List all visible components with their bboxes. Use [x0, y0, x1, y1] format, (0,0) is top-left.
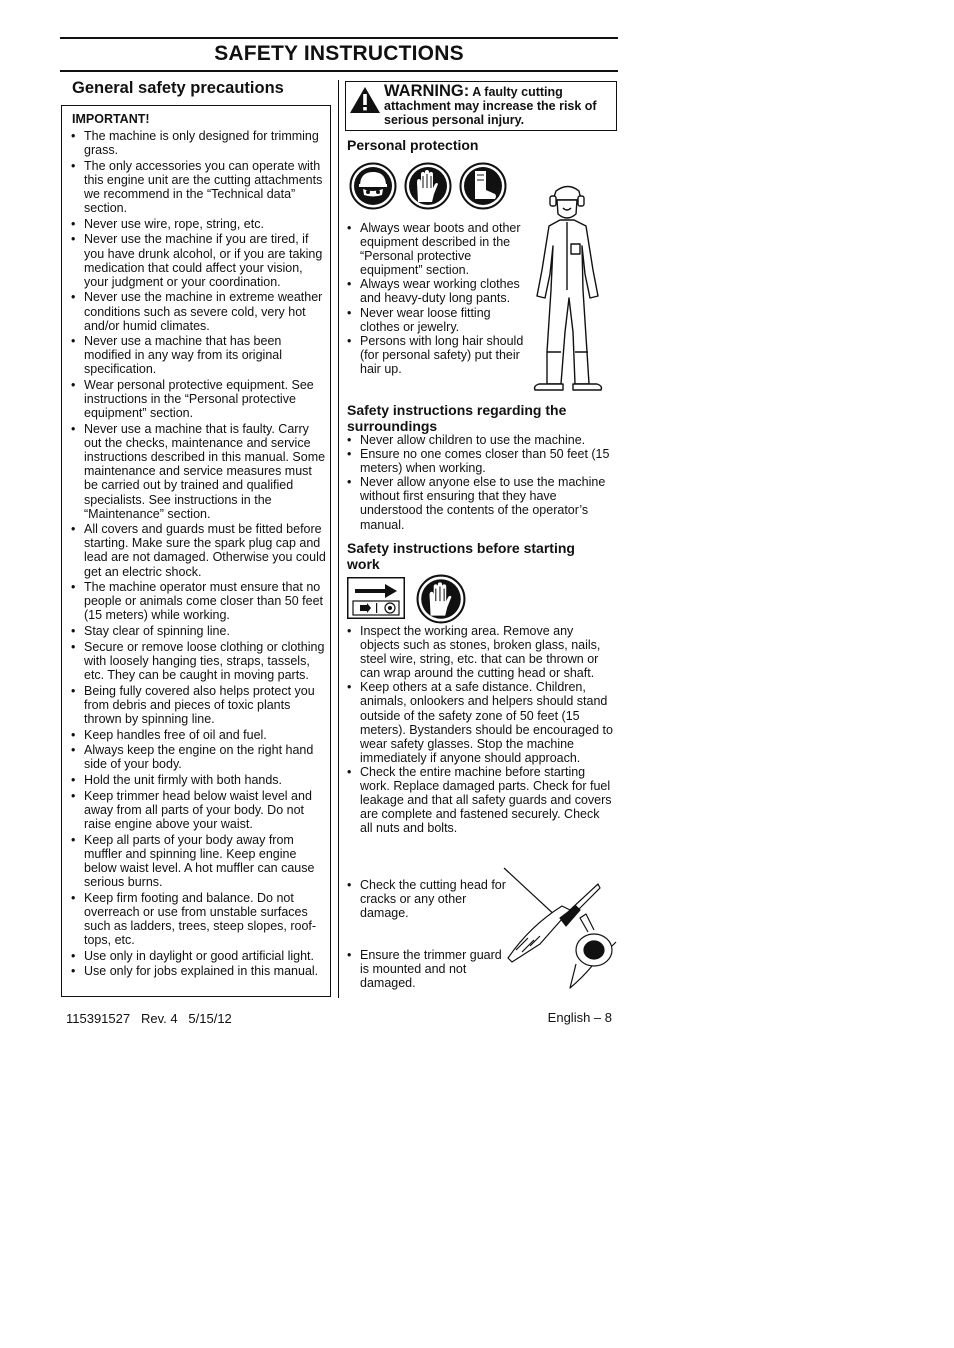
precaution-item: • Being fully covered also helps protect you from debris and pieces of toxic plants thrown by spinning line. [71, 684, 328, 726]
precaution-item: • All covers and guards must be fitted before starting. Make sure the spark plug cap and lead are not damaged. Otherwise you could get an electric shock. [71, 522, 328, 578]
warning-text [384, 84, 614, 127]
personal-protection-list-wrap [347, 221, 527, 376]
doc-date: 5/15/12 [188, 1011, 232, 1026]
check-head-item: • Check the cutting head for cracks or any other damage. [347, 878, 507, 920]
personal-protection-item: • Always wear boots and other equipment described in the “Personal protective equipment” section. [347, 221, 527, 277]
before-start-list [347, 624, 615, 835]
check-guard-item: • Ensure the trimmer guard is mounted and not damaged. [347, 948, 509, 990]
title-top-rule [60, 37, 618, 39]
general-precautions-heading: General safety precautions [72, 79, 284, 97]
precaution-item: • Secure or remove loose clothing or clothing with loosely hanging ties, straps, tassels, etc. They can be caught in moving parts. [71, 640, 328, 682]
surroundings-section [347, 402, 615, 532]
precaution-item: • Wear personal protective equipment. See instructions in the “Personal protective equipment” section. [71, 378, 328, 420]
surroundings-list [347, 433, 615, 532]
precaution-item: • Never use the machine if you are tired, if you have drunk alcohol, or if you are taking medication that could affect your vision, your judgment or your coordination. [71, 232, 328, 288]
general-precautions-list-wrap [71, 129, 328, 980]
personal-protection-list [347, 221, 527, 376]
general-precautions-list [71, 129, 328, 978]
before-start-heading: Safety instructions before starting work [347, 540, 575, 572]
check-guard-wrap [347, 948, 509, 990]
page-number: English – 8 [547, 1010, 612, 1025]
footer-doc-info [66, 1011, 232, 1026]
precaution-item: • Use only in daylight or good artificial light. [71, 949, 328, 963]
precaution-item: • Never use the machine in extreme weather conditions such as severe cold, very hot and/or humid climates. [71, 290, 328, 332]
helmet-visor-icon [349, 162, 397, 210]
precaution-item: • Hold the unit firmly with both hands. [71, 773, 328, 787]
precaution-item: • Always keep the engine on the right hand side of your body. [71, 743, 328, 771]
check-head-wrap [347, 878, 507, 920]
personal-protection-item: • Always wear working clothes and heavy-duty long pants. [347, 277, 527, 305]
before-start-item: • Check the entire machine before starting work. Replace damaged parts. Check for fuel leakage and that all safety guards and covers are complete and fastened securely. Check all nuts and bolts. [347, 765, 615, 835]
personal-protection-section [347, 137, 617, 153]
doc-revision: Rev. 4 [140, 1011, 178, 1026]
warning-label: WARNING: [384, 82, 470, 100]
before-start-item: • Keep others at a safe distance. Children, animals, onlookers and helpers should stand outside of the safety zone of 50 feet (15 meters). Bystanders should be encouraged to wear safety glasses. Stop the machine immediately if anyone should approach. [347, 680, 615, 765]
warning-box [345, 81, 617, 131]
precaution-item: • The machine operator must ensure that no people or animals come closer than 50 feet (15 meters) while working. [71, 580, 328, 622]
title-bottom-rule [60, 70, 618, 72]
boots-icon [459, 162, 507, 210]
warning-message: A faulty cutting attachment may increase the risk of serious personal injury. [384, 85, 597, 127]
surroundings-item: • Never allow children to use the machine. [347, 433, 615, 447]
operator-figure [527, 182, 609, 396]
personal-protection-heading: Personal protection [347, 137, 479, 153]
column-divider [338, 80, 339, 998]
precaution-item: • Keep firm footing and balance. Do not overreach or use from unstable surfaces such as ladders, trees, steep slopes, roof-tops, etc. [71, 891, 328, 947]
before-start-list-wrap [347, 624, 615, 835]
important-label: IMPORTANT! [72, 112, 150, 126]
personal-protection-item: • Never wear loose fitting clothes or jewelry. [347, 306, 527, 334]
precaution-item: • Never use a machine that is faulty. Carry out the checks, maintenance and service instructions described in this manual. Some maintenance and service measures must be carried out by trained and qualified specialists. See instructions in the “Maintenance” section. [71, 422, 328, 521]
surroundings-item: • Never allow anyone else to use the machine without first ensuring that they have understood the contents of the operator’s manual. [347, 475, 615, 531]
personal-protection-item: • Persons with long hair should (for personal safety) put their hair up. [347, 334, 527, 376]
surroundings-heading: Safety instructions regarding the surroundings [347, 402, 567, 434]
important-box [61, 105, 331, 997]
doc-number: 115391527 [66, 1011, 131, 1026]
before-start-item: • Inspect the working area. Remove any objects such as stones, broken glass, nails, steel wire, string, etc. that can be thrown or can wrap around the cutting head or shaft. [347, 624, 615, 680]
precaution-item: • The machine is only designed for trimming grass. [71, 129, 328, 157]
precaution-item: • Stay clear of spinning line. [71, 624, 328, 638]
precaution-item: • The only accessories you can operate with this engine unit are the cutting attachments we recommend in the “Technical data” section. [71, 159, 328, 215]
precaution-item: • Never use wire, rope, string, etc. [71, 217, 328, 231]
page-title: SAFETY INSTRUCTIONS [214, 42, 464, 65]
warning-triangle-icon [349, 86, 381, 114]
gloves-icon [416, 574, 466, 624]
trimmer-head-illustration [500, 866, 618, 994]
manual-read-icon [347, 577, 405, 619]
surroundings-item: • Ensure no one comes closer than 50 feet (15 meters) when working. [347, 447, 615, 475]
precaution-item: • Never use a machine that has been modified in any way from its original specification. [71, 334, 328, 376]
precaution-item: • Keep handles free of oil and fuel. [71, 728, 328, 742]
gloves-icon [404, 162, 452, 210]
precaution-item: • Use only for jobs explained in this manual. [71, 964, 328, 978]
before-start-section [347, 540, 615, 572]
precaution-item: • Keep all parts of your body away from muffler and spinning line. Keep engine below waist level. A hot muffler can cause serious burns. [71, 833, 328, 889]
precaution-item: • Keep trimmer head below waist level and away from all parts of your body. Do not raise engine above your waist. [71, 789, 328, 831]
